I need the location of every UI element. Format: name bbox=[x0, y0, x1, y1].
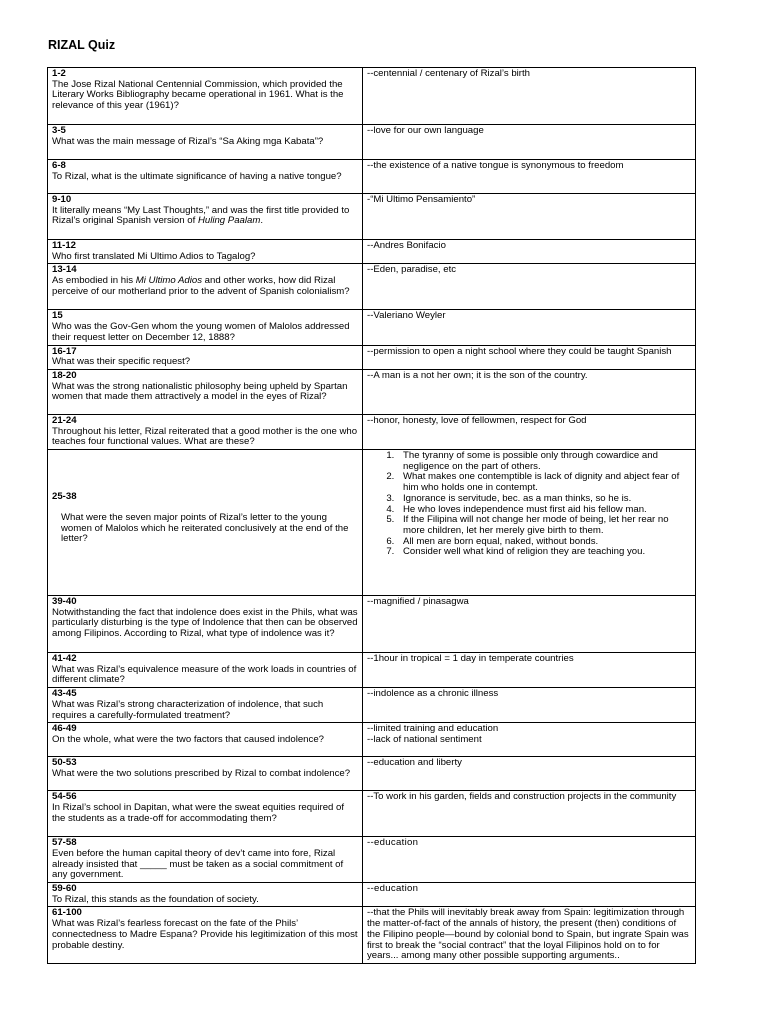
answer-point: 6. All men are born equal, naked, without bonds. bbox=[397, 537, 692, 548]
item-number: 9-10 bbox=[52, 194, 72, 205]
answer-text: --indolence as a chronic illness bbox=[367, 688, 499, 700]
item-number: 16-17 bbox=[52, 345, 77, 357]
quiz-row bbox=[48, 688, 696, 723]
question-text: What was Rizal’s equivalence measure of the work loads in countries of different climate? bbox=[52, 663, 357, 686]
document-title: RIZAL Quiz bbox=[48, 38, 116, 52]
item-number: 41-42 bbox=[52, 653, 77, 665]
question-text: To Rizal, what is the ultimate significance of having a native tongue? bbox=[52, 170, 342, 182]
question-cell bbox=[48, 125, 363, 160]
item-number: 21-24 bbox=[52, 414, 77, 426]
answer-text: --love for our own language bbox=[367, 125, 484, 136]
quiz-row bbox=[48, 883, 696, 907]
quiz-row bbox=[48, 837, 696, 883]
answer-text: --Andres Bonifacio bbox=[367, 240, 446, 251]
question-cell bbox=[48, 264, 363, 310]
question-cell bbox=[48, 160, 363, 194]
quiz-row bbox=[48, 345, 696, 369]
question-cell bbox=[48, 240, 363, 264]
answer-point: 5. If the Filipina will not change her mode of being, let her rear no more children, let her merely give birth to them. bbox=[397, 515, 692, 536]
answer-point: 3. Ignorance is servitude, bec. as a man thinks, so he is. bbox=[397, 494, 692, 505]
question-cell bbox=[48, 791, 363, 837]
answer-text: --education bbox=[367, 837, 419, 849]
answer-cell bbox=[363, 310, 696, 345]
item-number: 59-60 bbox=[52, 883, 77, 895]
item-number: 3-5 bbox=[52, 125, 66, 136]
item-number: 15 bbox=[52, 310, 63, 322]
item-number: 54-56 bbox=[52, 791, 77, 803]
quiz-row bbox=[48, 310, 696, 345]
question-cell bbox=[48, 883, 363, 907]
answer-text: --centennial / centenary of Rizal’s birth bbox=[367, 68, 530, 79]
quiz-row bbox=[48, 240, 696, 264]
answer-text: --magnified / pinasagwa bbox=[367, 596, 469, 608]
answer-text: --education bbox=[367, 883, 419, 895]
answer-cell bbox=[363, 450, 696, 596]
item-number: 11-12 bbox=[52, 240, 77, 251]
quiz-row bbox=[48, 264, 696, 310]
quiz-row bbox=[48, 757, 696, 791]
answer-cell bbox=[363, 596, 696, 653]
answer-cell bbox=[363, 414, 696, 449]
item-number: 61-100 bbox=[52, 907, 82, 919]
answer-text: --limited training and education --lack of national sentiment bbox=[367, 723, 499, 745]
answer-cell bbox=[363, 907, 696, 964]
answer-cell bbox=[363, 68, 696, 125]
answer-point: 7. Consider well what kind of religion they are teaching you. bbox=[397, 547, 692, 558]
question-text bbox=[52, 276, 359, 297]
question-text-part: and other works, how did Rizal perceive of our motherland prior to the advent of Spanish colonialism? bbox=[52, 275, 350, 297]
answer-cell bbox=[363, 194, 696, 240]
answer-cell bbox=[363, 653, 696, 688]
answer-point: 2. What makes one contemptible is lack of dignity and abject fear of him who holds one in contempt. bbox=[397, 472, 692, 493]
question-text: Even before the human capital theory of dev’t came into fore, Rizal already insisted that _____ must be taken as a social commitment of any government. bbox=[52, 847, 344, 881]
answer-cell bbox=[363, 757, 696, 791]
question-text: Throughout his letter, Rizal reiterated that a good mother is the one who teaches four functional values. What are these? bbox=[52, 425, 358, 448]
answer-cell bbox=[363, 791, 696, 837]
answer-text: --the existence of a native tongue is synonymous to freedom bbox=[367, 160, 624, 171]
item-number: 1-2 bbox=[52, 68, 66, 79]
quiz-row bbox=[48, 723, 696, 757]
answer-point: 1. The tyranny of some is possible only through cowardice and negligence on the part of others. bbox=[397, 451, 692, 472]
item-number: 6-8 bbox=[52, 160, 66, 171]
quiz-row bbox=[48, 194, 696, 240]
question-cell bbox=[48, 596, 363, 653]
question-text: The Jose Rizal National Centennial Commission, which provided the Literary Works Bibliography became operational in 1961. What is the relevance of this year (1961)? bbox=[52, 78, 344, 112]
answer-cell bbox=[363, 837, 696, 883]
question-text: In Rizal’s school in Dapitan, what were the sweat equities required of the students as a trade-off for accommodating them? bbox=[52, 801, 345, 824]
item-number: 39-40 bbox=[52, 596, 77, 608]
answer-text: --To work in his garden, fields and construction projects in the community bbox=[367, 791, 677, 803]
answer-cell bbox=[363, 723, 696, 757]
question-text bbox=[52, 206, 359, 227]
answer-cell bbox=[363, 883, 696, 907]
question-cell bbox=[48, 310, 363, 345]
item-number: 50-53 bbox=[52, 757, 77, 769]
quiz-row bbox=[48, 160, 696, 194]
quiz-row bbox=[48, 68, 696, 125]
quiz-row bbox=[48, 791, 696, 837]
quiz-table bbox=[47, 67, 696, 964]
answer-text: --permission to open a night school where they could be taught Spanish bbox=[367, 345, 672, 357]
answer-cell bbox=[363, 688, 696, 723]
question-cell bbox=[48, 450, 363, 596]
question-cell bbox=[48, 369, 363, 414]
answer-cell bbox=[363, 264, 696, 310]
item-number: 25-38 bbox=[52, 491, 77, 503]
quiz-row bbox=[48, 653, 696, 688]
question-cell bbox=[48, 68, 363, 125]
answer-text: --Valeriano Weyler bbox=[367, 310, 446, 322]
answer-text: --education and liberty bbox=[367, 757, 462, 769]
question-cell bbox=[48, 414, 363, 449]
answer-cell bbox=[363, 345, 696, 369]
quiz-row bbox=[48, 369, 696, 414]
answer-text: --1hour in tropical = 1 day in temperate countries bbox=[367, 653, 574, 665]
question-cell bbox=[48, 907, 363, 964]
question-text: What was the main message of Rizal’s “Sa Aking mga Kabata”? bbox=[52, 135, 324, 147]
answer-cell bbox=[363, 240, 696, 264]
answer-text: --that the Phils will inevitably break away from Spain: legitimization through the matter-of-fact of the annals of history, the present (then) conditions of the Filipino people—bound by colonial bond to Spain, but ingrate Spain was first to break the “social contract” that the loyal Filipinos hold on to for years... among many other possible supporting arguments.. bbox=[367, 907, 689, 962]
question-cell bbox=[48, 837, 363, 883]
question-text: Who first translated Mi Ultimo Adios to Tagalog? bbox=[52, 250, 256, 262]
question-cell bbox=[48, 194, 363, 240]
question-title-italic: Mi Ultimo Adios bbox=[135, 275, 203, 287]
question-text: On the whole, what were the two factors that caused indolence? bbox=[52, 733, 324, 745]
question-text: What were the two solutions prescribed by Rizal to combat indolence? bbox=[52, 767, 351, 779]
question-text-part: . bbox=[260, 215, 264, 227]
answer-point: 4. He who loves independence must first aid his fellow man. bbox=[397, 505, 692, 516]
answer-points-list bbox=[367, 451, 692, 558]
answer-cell bbox=[363, 125, 696, 160]
question-text: What was the strong nationalistic philosophy being upheld by Spartan women that made them attractively a model in the eyes of Rizal? bbox=[52, 380, 348, 403]
question-text: What were the seven major points of Rizal’s letter to the young women of Malolos which he reiterated conclusively at the end of the letter? bbox=[61, 511, 349, 545]
question-cell bbox=[48, 345, 363, 369]
item-number: 18-20 bbox=[52, 369, 77, 381]
item-number: 57-58 bbox=[52, 837, 77, 849]
question-cell bbox=[48, 723, 363, 757]
question-text-part: It literally means “My Last Thoughts,” and was the first title provided to Rizal’s original Spanish version of bbox=[52, 204, 350, 227]
item-number: 43-45 bbox=[52, 688, 77, 700]
question-text: To Rizal, this stands as the foundation of society. bbox=[52, 893, 259, 905]
question-text-part: As embodied in his bbox=[52, 275, 136, 287]
quiz-row bbox=[48, 907, 696, 964]
answer-text: --honor, honesty, love of fellowmen, respect for God bbox=[367, 414, 587, 426]
question-text: Notwithstanding the fact that indolence does exist in the Phils, what was particularly disturbing is the type of Indolence that then can be observed among Filipinos. According to Rizal, what type of indolence was it? bbox=[52, 606, 358, 640]
item-number: 13-14 bbox=[52, 264, 77, 276]
quiz-row bbox=[48, 414, 696, 449]
question-cell bbox=[48, 653, 363, 688]
question-text: What was Rizal’s fearless forecast on the fate of the Phils’ connectedness to Madre Espana? Provide his legitimization of this most probable destiny. bbox=[52, 918, 358, 951]
question-text: What was Rizal’s strong characterization of indolence, that such requires a carefully-formulated treatment? bbox=[52, 698, 324, 721]
answer-cell bbox=[363, 369, 696, 414]
answer-text: -“Mi Ultimo Pensamiento” bbox=[367, 194, 476, 205]
answer-text: --A man is a not her own; it is the son of the country. bbox=[367, 369, 588, 381]
question-cell bbox=[48, 688, 363, 723]
quiz-row bbox=[48, 450, 696, 596]
quiz-row bbox=[48, 125, 696, 160]
answer-text: --Eden, paradise, etc bbox=[367, 264, 457, 276]
question-text: Who was the Gov-Gen whom the young women of Malolos addressed their request letter on December 12, 1888? bbox=[52, 321, 350, 343]
answer-cell bbox=[363, 160, 696, 194]
item-number: 46-49 bbox=[52, 723, 77, 735]
quiz-row bbox=[48, 596, 696, 653]
question-cell bbox=[48, 757, 363, 791]
question-text: What was their specific request? bbox=[52, 356, 191, 368]
question-title-italic: Huling Paalam bbox=[197, 215, 261, 227]
